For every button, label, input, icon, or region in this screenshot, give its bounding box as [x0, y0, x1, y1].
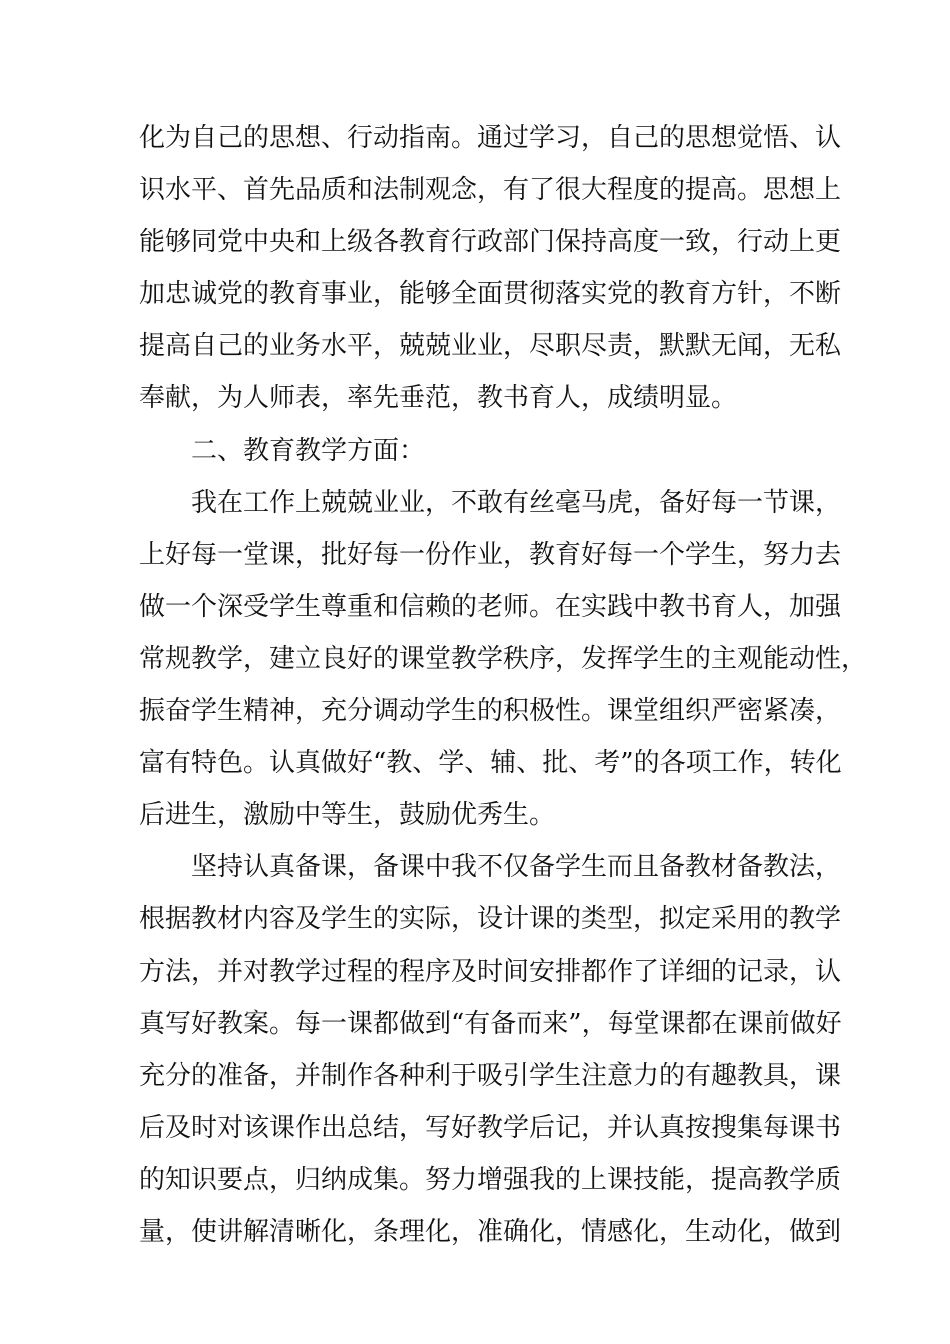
- text-line: 后及时对该课作出总结，写好教学后记，并认真按搜集每课书: [139, 1112, 842, 1143]
- text-line: 量，使讲解清晰化，条理化，准确化，情感化，生动化，做到: [139, 1216, 842, 1247]
- section-heading: 二、教育教学方面：: [191, 435, 426, 466]
- paragraph-first-line: 我在工作上兢兢业业，不敢有丝毫马虎，备好每一节课，: [191, 487, 842, 518]
- text-line: 真写好教案。每一课都做到“有备而来”，每堂课都在课前做好: [139, 1008, 842, 1039]
- text-line: 能够同党中央和上级各教育行政部门保持高度一致，行动上更: [139, 227, 842, 258]
- text-line: 的知识要点，归纳成集。努力增强我的上课技能，提高教学质: [139, 1164, 842, 1195]
- text-line: 富有特色。认真做好“教、学、辅、批、考”的各项工作，转化: [139, 748, 842, 779]
- text-line: 上好每一堂课，批好每一份作业，教育好每一个学生，努力去: [139, 539, 842, 570]
- paragraph-first-line: 坚持认真备课，备课中我不仅备学生而且备教材备教法，: [191, 852, 842, 883]
- text-line: 做一个深受学生尊重和信赖的老师。在实践中教书育人，加强: [139, 591, 842, 622]
- text-line: 识水平、首先品质和法制观念，有了很大程度的提高。思想上: [139, 175, 842, 206]
- text-line: 方法，并对教学过程的程序及时间安排都作了详细的记录，认: [139, 956, 842, 987]
- text-line: 根据教材内容及学生的实际，设计课的类型，拟定采用的教学: [139, 904, 842, 935]
- text-line: 化为自己的思想、行动指南。通过学习，自己的思想觉悟、认: [139, 123, 842, 153]
- text-line: 后进生，激励中等生，鼓励优秀生。: [139, 800, 556, 831]
- text-line: 提高自己的业务水平，兢兢业业，尽职尽责，默默无闻，无私: [139, 331, 842, 362]
- text-line: 奉献，为人师表，率先垂范，教书育人，成绩明显。: [139, 383, 738, 414]
- text-line: 充分的准备，并制作各种利于吸引学生注意力的有趣教具，课: [139, 1060, 842, 1091]
- text-line: 振奋学生精神，充分调动学生的积极性。课堂组织严密紧凑，: [139, 696, 842, 727]
- document-body: [139, 112, 868, 1258]
- text-line: 加忠诚党的教育事业，能够全面贯彻落实党的教育方针，不断: [139, 279, 842, 310]
- text-line: 常规教学，建立良好的课堂教学秩序，发挥学生的主观能动性，: [139, 643, 868, 674]
